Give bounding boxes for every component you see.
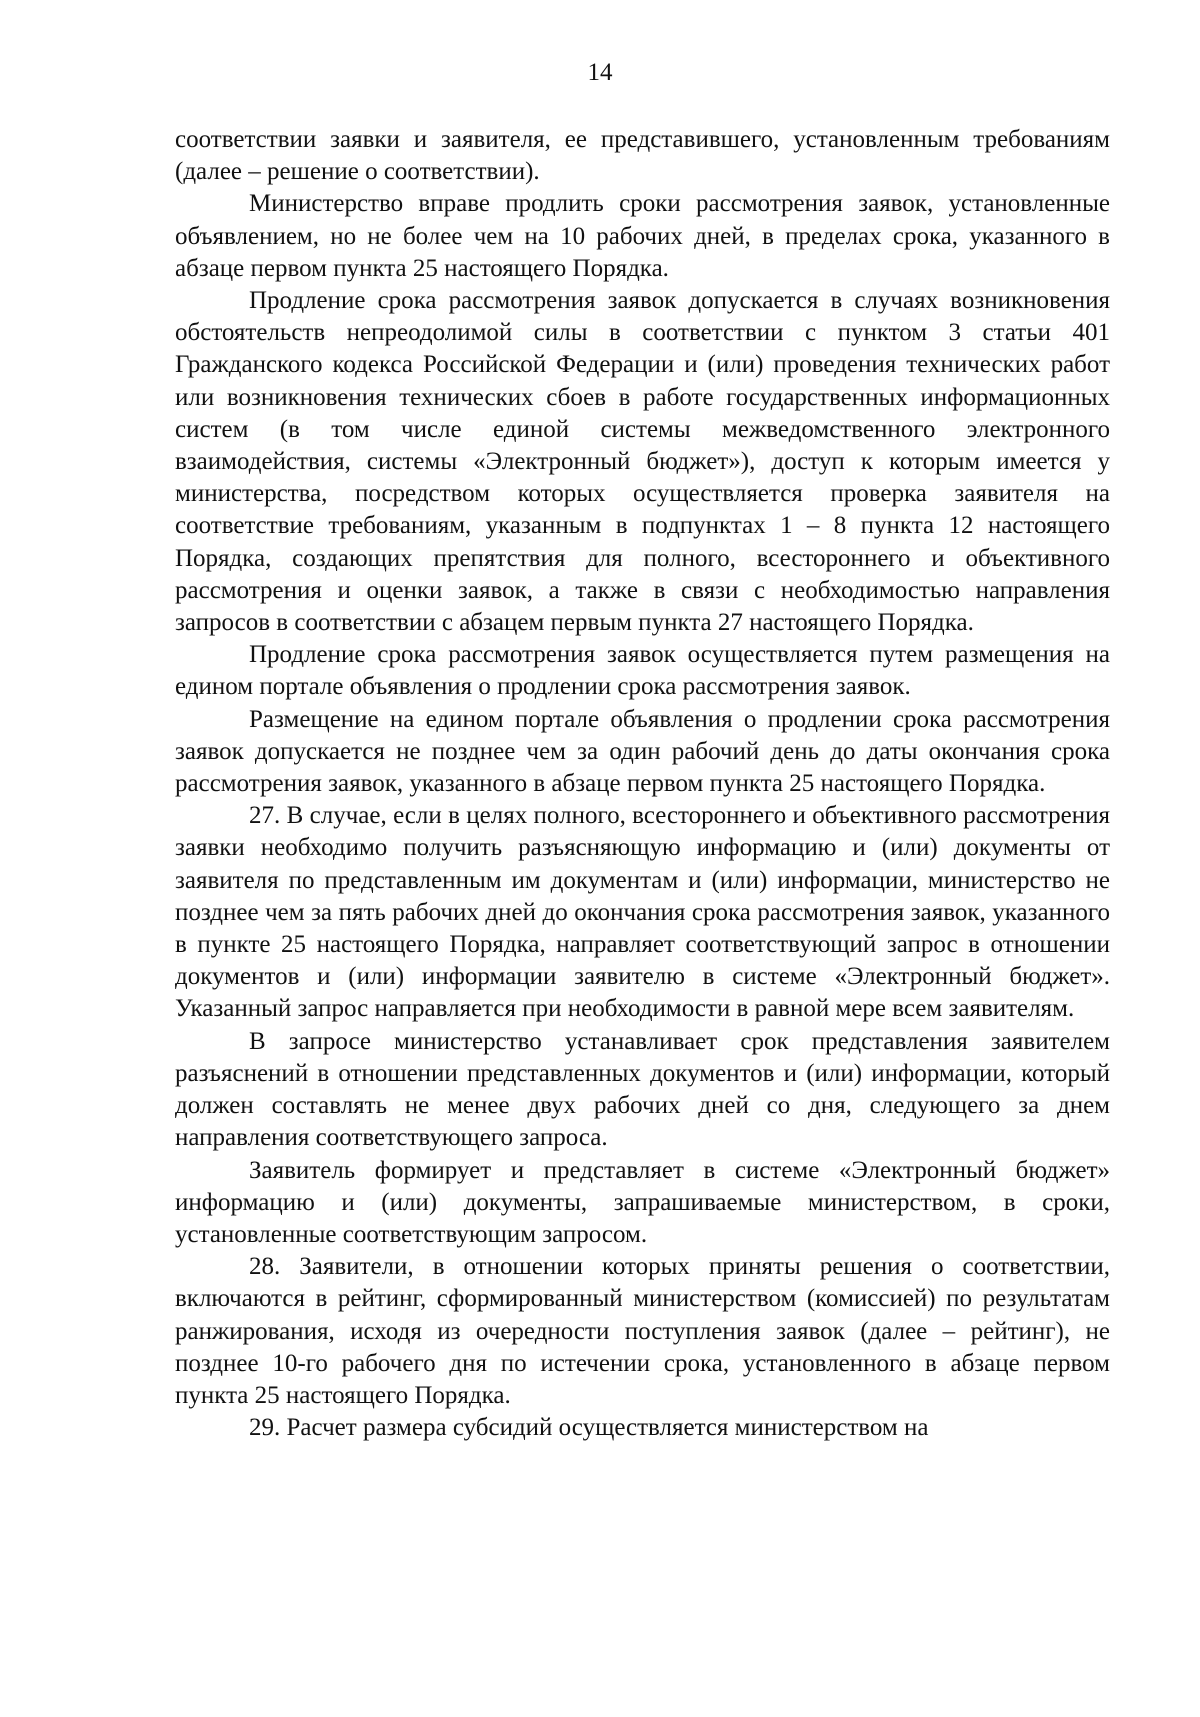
document-body [175,124,1110,1444]
paragraph: Заявитель формирует и представляет в системе «Электронный бюджет» информацию и (или) документы, запрашиваемые министерством, в сроки, установленные соответствующим запросом. [175,1156,1110,1248]
paragraph: В запросе министерство устанавливает срок представления заявителем разъяснений в отношении представленных документов и (или) информации, который должен составлять не менее двух рабочих дней со дня, следующего за днем направления соответствующего запроса. [175,1027,1110,1152]
paragraph-item-28: 28. Заявители, в отношении которых приняты решения о соответствии, включаются в рейтинг, сформированный министерством (комиссией) по результатам ранжирования, исходя из очередности поступления заявок (далее – рейтинг), не позднее 10-го рабочего дня по истечении срока, установленного в абзаце первом пункта 25 настоящего Порядка. [175,1253,1110,1409]
paragraph: Размещение на едином портале объявления о продлении срока рассмотрения заявок допускается не позднее чем за один рабочий день до даты окончания срока рассмотрения заявок, указанного в абзаце первом пункта 25 настоящего Порядка. [175,705,1110,798]
paragraph-continued: соответствии заявки и заявителя, ее представившего, установленным требованиям (далее – решение о соответствии). [175,126,1110,186]
page-number: 14 [587,59,613,86]
paragraph-item-29: 29. Расчет размера субсидий осуществляется министерством на [249,1414,929,1442]
paragraph: Продление срока рассмотрения заявок осуществляется путем размещения на едином портале объявления о продлении срока рассмотрения заявок. [175,641,1110,701]
paragraph: Министерство вправе продлить сроки рассмотрения заявок, установленные объявлением, но не более чем на 10 рабочих дней, в пределах срока, указанного в абзаце первом пункта 25 настоящего Порядка. [175,190,1110,282]
paragraph: Продление срока рассмотрения заявок допускается в случаях возникновения обстоятельств непреодолимой силы в соответствии с пунктом 3 статьи 401 Гражданского кодекса Российской Федерации и (или) проведения технических работ или возникновения технических сбоев в работе государственных информационных систем (в том числе единой системы межведомственного электронного взаимодействия, системы «Электронный бюджет»), доступ к которым имеется у министерства, посредством которых осуществляется проверка заявителя на соответствие требованиям, указанным в подпунктах 1 – 8 пункта 12 настоящего Порядка, создающих препятствия для полного, всестороннего и объективного рассмотрения и оценки заявок, а также в связи с необходимостью направления запросов в соответствии с абзацем первым пункта 27 настоящего Порядка. [175,287,1110,637]
paragraph-item-27: 27. В случае, если в целях полного, всестороннего и объективного рассмотрения заявки необходимо получить разъясняющую информацию и (или) документы от заявителя по представленным им документам и (или) информации, министерство не позднее чем за пять рабочих дней до окончания срока рассмотрения заявок, указанного в пункте 25 настоящего Порядка, направляет соответствующий запрос в отношении документов и (или) информации заявителю в системе «Электронный бюджет». Указанный запрос направляется при необходимости в равной мере всем заявителям. [175,802,1110,1023]
